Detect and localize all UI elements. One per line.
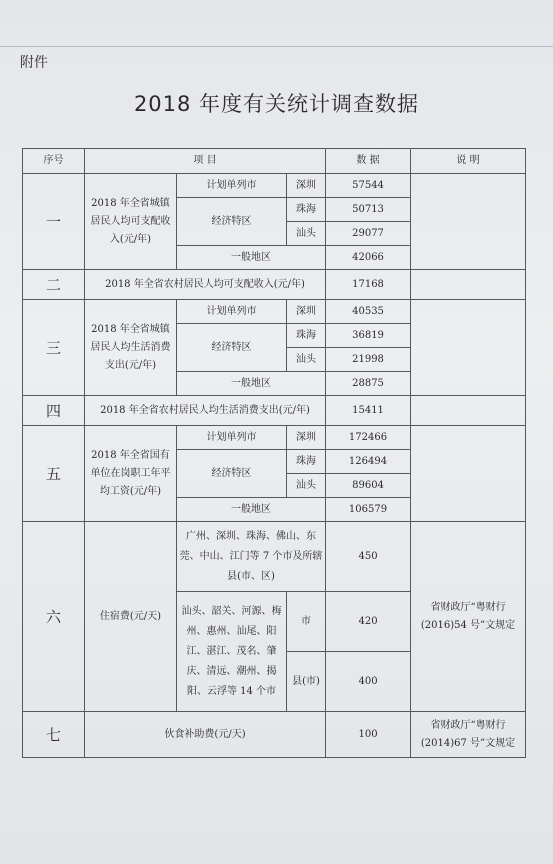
city-cell: 汕头 [287,348,326,372]
seq-cell: 二 [23,270,85,300]
city-cell: 深圳 [287,426,326,450]
area-cell: 汕头、韶关、河源、梅州、惠州、汕尾、阳江、湛江、茂名、肇庆、清远、潮州、揭阳、云浮等 14 个市 [177,592,287,712]
general-area-cell: 一般地区 [177,246,326,270]
value-cell: 36819 [326,324,411,348]
item-cell: 2018 年全省城镇居民人均生活消费支出(元/年) [85,300,177,396]
header-seq: 序号 [23,149,85,174]
header-data: 数 据 [326,149,411,174]
note-cell [411,396,526,426]
page-title: 2018 年度有关统计调查数据 [133,92,420,116]
seq-cell: 四 [23,396,85,426]
note-cell [411,174,526,270]
value-cell: 106579 [326,498,411,522]
statistics-table [22,148,526,758]
attachment-label: 附件 [20,55,48,71]
value-cell: 450 [326,522,411,592]
top-divider [0,46,553,47]
note-cell [411,270,526,300]
category-cell: 计划单列市 [177,426,287,450]
value-cell: 15411 [326,396,411,426]
item-cell: 2018 年全省农村居民人均可支配收入(元/年) [85,270,326,300]
value-cell: 28875 [326,372,411,396]
city-cell: 深圳 [287,174,326,198]
county-label-cell: 县(市) [287,652,326,712]
table-row [23,270,526,300]
table-row [23,426,526,450]
city-cell: 深圳 [287,300,326,324]
note-cell [411,426,526,522]
city-cell: 珠海 [287,198,326,222]
general-area-cell: 一般地区 [177,372,326,396]
header-note: 说 明 [411,149,526,174]
value-cell: 21998 [326,348,411,372]
seq-cell: 一 [23,174,85,270]
city-cell: 汕头 [287,222,326,246]
item-cell: 伙食补助费(元/天) [85,712,326,758]
note-cell: 省财政厅“粤财行(2016)54 号”文规定 [411,522,526,712]
general-area-cell: 一般地区 [177,498,326,522]
category-cell: 经济特区 [177,198,287,246]
value-cell: 42066 [326,246,411,270]
table-row [23,712,526,758]
note-cell [411,300,526,396]
table-header-row [23,149,526,174]
table-row [23,396,526,426]
value-cell: 50713 [326,198,411,222]
city-cell: 珠海 [287,324,326,348]
category-cell: 计划单列市 [177,174,287,198]
category-cell: 经济特区 [177,450,287,498]
area-cell: 广州、深圳、珠海、佛山、东莞、中山、江门等 7 个市及所辖县(市、区) [177,522,326,592]
city-cell: 珠海 [287,450,326,474]
value-cell: 89604 [326,474,411,498]
value-cell: 420 [326,592,411,652]
table-row [23,174,526,198]
value-cell: 29077 [326,222,411,246]
seq-cell: 三 [23,300,85,396]
item-cell: 2018 年全省农村居民人均生活消费支出(元/年) [85,396,326,426]
table-row [23,522,526,592]
value-cell: 100 [326,712,411,758]
value-cell: 57544 [326,174,411,198]
item-cell: 2018 年全省城镇居民人均可支配收入(元/年) [85,174,177,270]
seq-cell: 五 [23,426,85,522]
value-cell: 126494 [326,450,411,474]
item-cell: 住宿费(元/天) [85,522,177,712]
item-cell: 2018 年全省国有单位在岗职工年平均工资(元/年) [85,426,177,522]
seq-cell: 七 [23,712,85,758]
value-cell: 17168 [326,270,411,300]
category-cell: 经济特区 [177,324,287,372]
city-label-cell: 市 [287,592,326,652]
value-cell: 400 [326,652,411,712]
value-cell: 40535 [326,300,411,324]
category-cell: 计划单列市 [177,300,287,324]
header-item: 项 目 [85,149,326,174]
city-cell: 汕头 [287,474,326,498]
table-row [23,300,526,324]
note-cell: 省财政厅“粤财行(2014)67 号”文规定 [411,712,526,758]
seq-cell: 六 [23,522,85,712]
value-cell: 172466 [326,426,411,450]
